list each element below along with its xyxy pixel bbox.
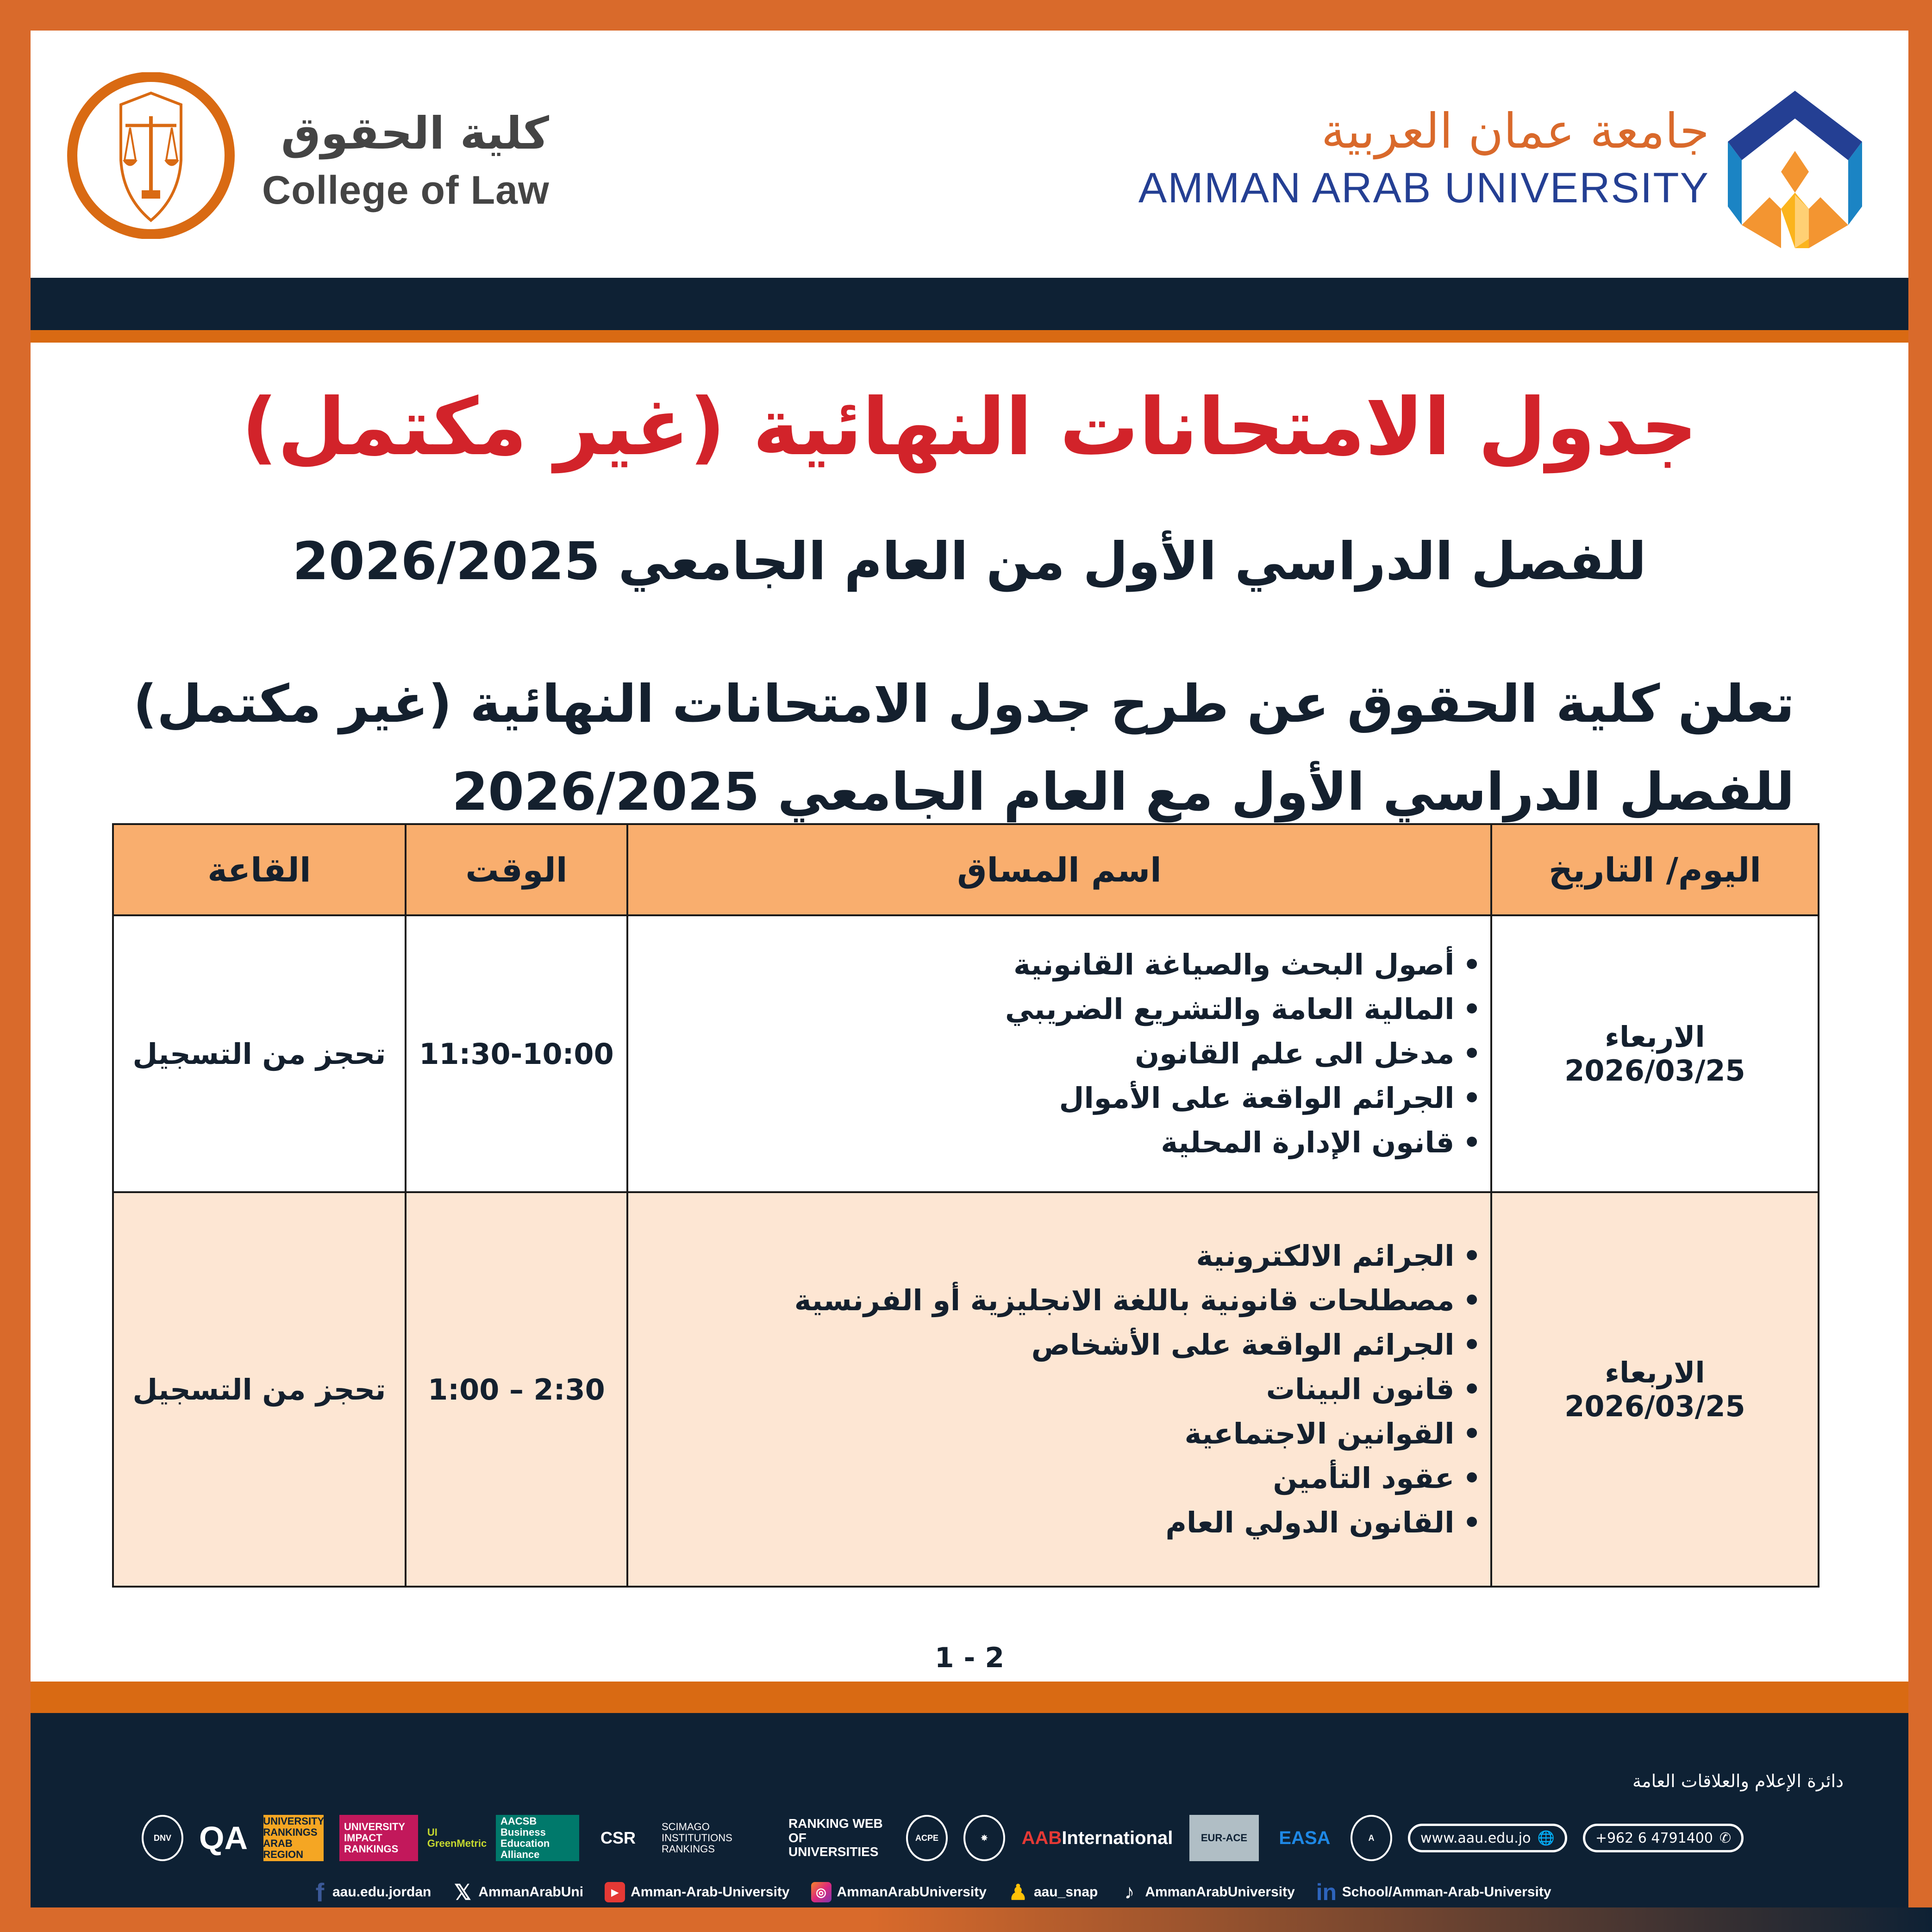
youtube-icon: ▶ [605,1882,625,1902]
dnv-logo-icon: DNV [142,1815,183,1861]
date-cell [1491,1192,1819,1587]
header-divider-band [31,278,1908,330]
scales-of-justice-icon [65,72,237,239]
header-time: الوقت [406,824,627,915]
scimago-logo-icon: SCIMAGO INSTITUTIONS RANKINGS [662,1820,732,1855]
course-cell [627,1192,1491,1587]
qa-logo-icon: QA [199,1820,248,1856]
course-item: • مصطلحات قانونية باللغة الانجليزية أو الفرنسية [628,1278,1481,1323]
date-value: 2026/03/25 [1564,1389,1745,1423]
course-item: • الجرائم الواقعة على الأشخاص [628,1323,1481,1367]
course-item: • قانون الإدارة المحلية [628,1120,1481,1165]
announcement-line-1: تعلن كلية الحقوق عن طرح جدول الامتحانات النهائية (غير مكتمل) [133,674,1794,734]
snapchat-icon: ♟ [1008,1880,1028,1904]
table-row [113,1192,1819,1587]
room-cell: تحجز من التسجيل [113,1192,406,1587]
announcement-line-2: للفصل الدراسي الأول مع العام الجامعي 2026/2025 [452,762,1794,823]
footer [31,1713,1908,1907]
header-course: اسم المساق [627,824,1491,915]
snapchat-link[interactable]: ♟ aau_snap [1008,1880,1098,1904]
table-header-row [113,824,1819,915]
aacsb-logo-icon: AACSB Business Education Alliance [496,1815,579,1861]
instagram-icon: ◎ [811,1882,832,1902]
course-item: • القوانين الاجتماعية [628,1412,1481,1456]
course-item: • عقود التأمين [628,1456,1481,1501]
facebook-icon: f [315,1877,325,1907]
instagram-link[interactable]: ◎ AmmanArabUniversity [811,1882,987,1902]
header [31,31,1908,278]
course-item: • المالية العامة والتشريع الضريبي [628,987,1481,1032]
globe-icon: 🌐 [1537,1830,1555,1846]
phone-link[interactable]: +962 6 4791400 ✆ [1583,1824,1744,1852]
greenmetric-logo-icon: UI GreenMetric [427,1826,487,1849]
day-label: الاربعاء [1605,1356,1705,1389]
university-name-en: AMMAN ARAB UNIVERSITY [1138,164,1709,212]
x-icon: 𝕏 [454,1880,471,1904]
website-link[interactable]: www.aau.edu.jo 🌐 [1408,1824,1567,1852]
accreditation-in-progress-icon: A [1351,1815,1392,1861]
page-subtitle: للفصل الدراسي الأول من العام الجامعي 2026/2025 [292,531,1647,592]
course-item: • القانون الدولي العام [628,1501,1481,1545]
course-item: • الجرائم الواقعة على الأموال [628,1076,1481,1120]
course-cell [627,915,1491,1192]
course-list [628,1234,1490,1545]
seal-logo-icon: ✵ [963,1815,1005,1861]
tiktok-link[interactable]: ♪ AmmanArabUniversity [1119,1882,1294,1902]
tiktok-icon: ♪ [1124,1881,1135,1903]
header-date: اليوم/ التاريخ [1491,824,1819,915]
date-value: 2026/03/25 [1564,1054,1745,1088]
poster-frame [31,31,1908,1907]
accreditation-logos [142,1808,1827,1868]
college-name [262,109,550,213]
phone-icon: ✆ [1719,1830,1732,1846]
exam-schedule-table [112,823,1819,1588]
linkedin-icon: in [1316,1879,1337,1905]
easa-logo-icon: EASA [1279,1827,1331,1848]
department-name: دائرة الإعلام والعلاقات العامة [1632,1771,1844,1791]
x-link[interactable]: 𝕏 AmmanArabUni [452,1882,583,1902]
page-number: 1 - 2 [934,1642,1005,1674]
course-item: • أصول البحث والصياغة القانونية [628,943,1481,987]
the-impact-rankings-logo-icon: UNIVERSITY IMPACT RANKINGS [339,1815,418,1861]
table-row [113,915,1819,1192]
csr-logo-icon: CSR [600,1828,636,1847]
aab-international-logo-icon: AAB International [1021,1827,1173,1848]
social-links [313,1877,1551,1907]
date-cell [1491,915,1819,1192]
page-title: جدول الامتحانات النهائية (غير مكتمل) [241,381,1698,473]
college-name-en: College of Law [262,168,550,213]
footer-orange-band [31,1682,1908,1713]
eur-ace-logo-icon: EUR-ACE [1189,1815,1259,1861]
webometrics-logo-icon: RANKING WEB OF UNIVERSITIES [788,1816,883,1859]
header-orange-stripe [31,330,1908,343]
university-name [1138,105,1709,213]
course-list [628,943,1490,1165]
aau-logo-icon [1728,91,1862,248]
time-cell: 1:00 – 2:30 [406,1192,627,1587]
university-name-ar: جامعة عمان العربية [1321,103,1709,159]
facebook-link[interactable]: f aau.edu.jordan [313,1882,431,1902]
bottom-border [0,1907,1932,1932]
linkedin-link[interactable]: in School/Amman-Arab-University [1316,1879,1551,1905]
college-name-ar: كلية الحقوق [281,107,549,159]
room-cell: تحجز من التسجيل [113,915,406,1192]
youtube-link[interactable]: ▶ Amman-Arab-University [605,1882,789,1902]
acpe-logo-icon: ACPE [906,1815,948,1861]
qs-rankings-logo-icon: UNIVERSITY RANKINGS ARAB REGION [263,1815,325,1861]
course-item: • الجرائم الالكترونية [628,1234,1481,1278]
course-item: • مدخل الى علم القانون [628,1032,1481,1076]
course-item: • قانون البينات [628,1367,1481,1412]
day-label: الاربعاء [1605,1020,1705,1054]
announcement-text [81,660,1794,837]
time-cell: 11:30-10:00 [406,915,627,1192]
header-room: القاعة [113,824,406,915]
